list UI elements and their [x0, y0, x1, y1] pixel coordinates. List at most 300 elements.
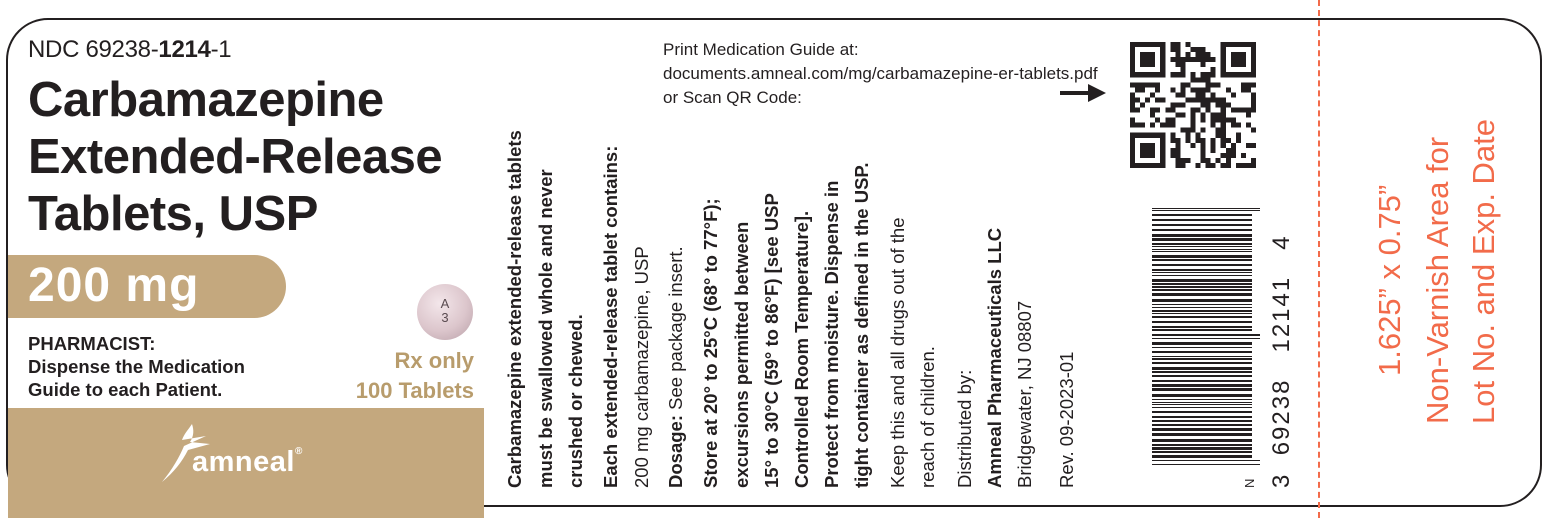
- amneal-logo: [192, 446, 303, 479]
- qr-module: [1221, 143, 1226, 148]
- barcode-bar: [1152, 283, 1252, 285]
- qr-module: [1185, 133, 1190, 138]
- barcode-bar: [1152, 243, 1252, 245]
- qr-module: [1160, 97, 1165, 102]
- qr-module: [1216, 113, 1221, 118]
- qr-module: [1175, 42, 1180, 47]
- barcode-bar: [1152, 399, 1252, 400]
- qr-module: [1190, 108, 1195, 113]
- qr-module: [1216, 97, 1221, 102]
- qr-module: [1201, 118, 1206, 123]
- qr-module: [1251, 57, 1256, 62]
- qr-module: [1196, 77, 1201, 82]
- qr-module: [1221, 67, 1226, 72]
- qr-module: [1251, 72, 1256, 77]
- qr-module: [1246, 143, 1251, 148]
- qr-module: [1251, 52, 1256, 57]
- qr-module: [1206, 108, 1211, 113]
- qr-module: [1135, 87, 1140, 92]
- barcode-check-digit: 4: [1268, 234, 1295, 250]
- qr-module: [1140, 163, 1145, 168]
- qr-module: [1236, 123, 1241, 128]
- qr-module: [1221, 138, 1226, 143]
- qr-module: [1201, 102, 1206, 107]
- barcode-bar: [1152, 416, 1252, 418]
- qr-module: [1190, 123, 1195, 128]
- qr-module: [1130, 67, 1135, 72]
- qr-module: [1150, 57, 1155, 62]
- qr-module: [1251, 102, 1256, 107]
- qr-module: [1175, 62, 1180, 67]
- qr-module: [1241, 87, 1246, 92]
- qr-module: [1211, 72, 1216, 77]
- barcode-bar: [1152, 238, 1252, 241]
- qr-module: [1135, 108, 1140, 113]
- barcode-bar: [1152, 307, 1252, 308]
- qr-module: [1160, 153, 1165, 158]
- qr-module: [1226, 148, 1231, 153]
- qr-module: [1201, 113, 1206, 118]
- barcode-bar: [1152, 411, 1252, 413]
- qr-module: [1201, 143, 1206, 148]
- qr-module: [1196, 47, 1201, 52]
- qr-module: [1170, 108, 1175, 113]
- qr-module: [1251, 92, 1256, 97]
- qr-module: [1160, 47, 1165, 52]
- qr-module: [1145, 42, 1150, 47]
- qr-module: [1140, 148, 1145, 153]
- qr-module: [1175, 153, 1180, 158]
- qr-module: [1236, 57, 1241, 62]
- qr-module: [1190, 87, 1195, 92]
- barcode-bar: [1152, 404, 1252, 405]
- qr-module: [1150, 42, 1155, 47]
- barcode-bar: [1152, 380, 1252, 382]
- qr-module: [1190, 143, 1195, 148]
- qr-module: [1170, 148, 1175, 153]
- qr-module: [1201, 138, 1206, 143]
- barcode-bar: [1152, 420, 1252, 422]
- qr-module: [1180, 82, 1185, 87]
- qr-module: [1130, 42, 1135, 47]
- qr-module: [1180, 113, 1185, 118]
- qr-module: [1160, 52, 1165, 57]
- barcode-bar: [1152, 358, 1252, 360]
- qr-module: [1201, 87, 1206, 92]
- qr-module: [1241, 52, 1246, 57]
- qr-module: [1196, 87, 1201, 92]
- barcode-bar: [1152, 286, 1252, 288]
- contains-heading: Each extended-release tablet contains:: [600, 145, 621, 488]
- qr-module: [1221, 113, 1226, 118]
- qr-module: [1175, 148, 1180, 153]
- qr-module: [1180, 128, 1185, 133]
- barcode-bar: [1152, 362, 1252, 364]
- pharmacist-line-3: Guide to each Patient.: [28, 379, 223, 400]
- qr-module: [1190, 72, 1195, 77]
- qr-module: [1221, 133, 1226, 138]
- arrow-right-icon: [1060, 84, 1106, 102]
- barcode-bar: [1152, 375, 1252, 377]
- qr-module: [1196, 52, 1201, 57]
- qr-module: [1175, 72, 1180, 77]
- qr-module: [1170, 42, 1175, 47]
- barcode-bar: [1152, 246, 1252, 247]
- print-guide-line-3: or Scan QR Code:: [663, 88, 802, 107]
- qr-module: [1241, 42, 1246, 47]
- qr-module: [1190, 47, 1195, 52]
- qr-module: [1196, 92, 1201, 97]
- qr-module: [1140, 87, 1145, 92]
- title-line-1: Carbamazepine: [28, 73, 384, 127]
- ndc-suffix: -1: [210, 36, 232, 63]
- qr-module: [1216, 118, 1221, 123]
- qr-module: [1221, 52, 1226, 57]
- qr-module: [1145, 57, 1150, 62]
- barcode-bar: [1152, 304, 1252, 305]
- qr-module: [1236, 133, 1241, 138]
- qr-module: [1170, 118, 1175, 123]
- qr-module: [1201, 72, 1206, 77]
- qr-module: [1145, 82, 1150, 87]
- qr-module: [1155, 97, 1160, 102]
- qr-module: [1150, 52, 1155, 57]
- qr-module: [1211, 118, 1216, 123]
- tablet-imprint-1: A: [440, 296, 450, 311]
- qr-module: [1201, 77, 1206, 82]
- qr-module: [1251, 163, 1256, 168]
- qr-module: [1135, 123, 1140, 128]
- qr-module: [1221, 118, 1226, 123]
- qr-module: [1196, 97, 1201, 102]
- qr-module: [1221, 42, 1226, 47]
- qr-module: [1241, 82, 1246, 87]
- barcode-bar: [1152, 219, 1252, 221]
- barcode-bar: [1152, 447, 1252, 450]
- qr-module: [1251, 158, 1256, 163]
- qr-module: [1185, 42, 1190, 47]
- qr-module: [1175, 113, 1180, 118]
- qr-module: [1251, 97, 1256, 102]
- barcode-middle-digits: 69238: [1268, 378, 1295, 456]
- barcode-bar: [1152, 279, 1252, 282]
- qr-module: [1211, 67, 1216, 72]
- qr-module: [1190, 128, 1195, 133]
- barcode-bar: [1152, 338, 1260, 339]
- qr-module: [1216, 82, 1221, 87]
- qr-module: [1211, 57, 1216, 62]
- qr-module: [1130, 123, 1135, 128]
- qr-module: [1226, 102, 1231, 107]
- qr-module: [1140, 57, 1145, 62]
- strength-label: 200 mg: [28, 259, 200, 312]
- qr-module: [1150, 148, 1155, 153]
- barcode-first-digit: 3: [1268, 472, 1295, 488]
- qr-module: [1150, 62, 1155, 67]
- barcode-bar: [1152, 229, 1252, 231]
- barcode: [1152, 208, 1260, 466]
- qr-module: [1251, 67, 1256, 72]
- qr-module: [1170, 123, 1175, 128]
- barcode-bar: [1152, 455, 1252, 458]
- barcode-bar: [1152, 264, 1252, 266]
- qr-module: [1211, 138, 1216, 143]
- barcode-bar: [1152, 249, 1252, 250]
- qr-module: [1130, 62, 1135, 67]
- qr-module: [1185, 82, 1190, 87]
- qr-module: [1221, 97, 1226, 102]
- qr-module: [1155, 108, 1160, 113]
- barcode-bar: [1152, 329, 1252, 331]
- qr-module: [1221, 108, 1226, 113]
- qr-module: [1226, 158, 1231, 163]
- qr-module: [1140, 133, 1145, 138]
- qr-module: [1221, 128, 1226, 133]
- qr-module: [1246, 72, 1251, 77]
- qr-module: [1236, 52, 1241, 57]
- barcode-bar: [1152, 351, 1252, 353]
- storage-line-6: tight container as defined in the USP.: [851, 162, 872, 488]
- qr-module: [1221, 153, 1226, 158]
- qr-module: [1185, 57, 1190, 62]
- barcode-bar: [1152, 310, 1252, 312]
- qr-module: [1180, 163, 1185, 168]
- qr-module: [1175, 138, 1180, 143]
- qr-module: [1231, 72, 1236, 77]
- qr-module: [1236, 62, 1241, 67]
- barcode-right-digits: 12141: [1268, 275, 1295, 353]
- qr-module: [1201, 57, 1206, 62]
- qr-module: [1251, 108, 1256, 113]
- qr-module: [1140, 42, 1145, 47]
- qr-module: [1155, 118, 1160, 123]
- qr-module: [1226, 72, 1231, 77]
- qr-module: [1145, 143, 1150, 148]
- barcode-bar: [1152, 342, 1252, 345]
- qr-module: [1145, 97, 1150, 102]
- qr-module: [1241, 62, 1246, 67]
- qr-module: [1160, 133, 1165, 138]
- qr-module: [1201, 153, 1206, 158]
- qr-module: [1241, 57, 1246, 62]
- registered-mark: ®: [294, 446, 303, 457]
- qr-module: [1231, 62, 1236, 67]
- ndc-product-code: 1214: [158, 36, 211, 63]
- qr-module: [1130, 158, 1135, 163]
- barcode-bar: [1152, 272, 1252, 273]
- qr-module: [1180, 57, 1185, 62]
- qr-module: [1150, 72, 1155, 77]
- qr-module: [1231, 118, 1236, 123]
- qr-module: [1226, 87, 1231, 92]
- qr-module: [1130, 52, 1135, 57]
- qr-module: [1211, 163, 1216, 168]
- qr-module: [1160, 163, 1165, 168]
- storage-line-3: 15° to 30°C (59° to 86°F) [see USP: [761, 193, 782, 488]
- qr-module: [1206, 87, 1211, 92]
- dosage-label: Dosage:: [665, 415, 686, 488]
- qr-module: [1130, 133, 1135, 138]
- barcode-bar: [1152, 424, 1252, 426]
- barcode-bar: [1152, 259, 1252, 261]
- qr-module: [1236, 108, 1241, 113]
- distributor-name: Amneal Pharmaceuticals LLC: [984, 227, 1005, 488]
- title-line-2: Extended-Release: [28, 130, 443, 184]
- barcode-bar: [1152, 208, 1260, 209]
- qr-module: [1226, 42, 1231, 47]
- ndc-prefix: NDC 69238-: [28, 36, 159, 63]
- qr-module: [1231, 52, 1236, 57]
- barcode-bar: [1152, 321, 1252, 323]
- tablet-imprint-2: 3: [441, 310, 449, 325]
- qr-module: [1221, 102, 1226, 107]
- varnish-line-3: Lot No. and Exp. Date: [1466, 118, 1501, 424]
- barcode-bar: [1152, 224, 1252, 226]
- qr-module: [1231, 143, 1236, 148]
- qr-module: [1170, 153, 1175, 158]
- qr-module: [1216, 128, 1221, 133]
- qr-module: [1145, 163, 1150, 168]
- qr-module: [1231, 123, 1236, 128]
- qr-module: [1160, 138, 1165, 143]
- qr-module: [1190, 97, 1195, 102]
- qr-module: [1196, 57, 1201, 62]
- qr-module: [1241, 153, 1246, 158]
- qr-module: [1140, 52, 1145, 57]
- qr-module: [1145, 72, 1150, 77]
- qr-module: [1175, 143, 1180, 148]
- qr-module: [1185, 52, 1190, 57]
- qr-module: [1190, 113, 1195, 118]
- qr-module: [1180, 92, 1185, 97]
- rx-only-label: Rx only: [394, 348, 474, 373]
- qr-module: [1175, 158, 1180, 163]
- qr-module: [1226, 163, 1231, 168]
- qr-module: [1236, 72, 1241, 77]
- qr-module: [1130, 138, 1135, 143]
- qr-module: [1135, 133, 1140, 138]
- qr-module: [1165, 108, 1170, 113]
- qr-module: [1211, 143, 1216, 148]
- qr-module: [1221, 47, 1226, 52]
- warning-line-2: must be swallowed whole and never: [535, 169, 556, 488]
- qr-module: [1251, 47, 1256, 52]
- qr-module: [1190, 57, 1195, 62]
- qr-module: [1175, 92, 1180, 97]
- qr-module: [1196, 163, 1201, 168]
- qr-module: [1150, 153, 1155, 158]
- qr-module: [1170, 138, 1175, 143]
- qr-module: [1251, 62, 1256, 67]
- barcode-n-label: N: [1242, 478, 1257, 488]
- qr-module: [1150, 113, 1155, 118]
- varnish-size: 1.625” x 0.75”: [1372, 184, 1407, 376]
- qr-module: [1206, 97, 1211, 102]
- qr-module: [1160, 62, 1165, 67]
- barcode-bar: [1152, 388, 1252, 391]
- barcode-bar: [1152, 275, 1252, 276]
- pharmacist-line-2: Dispense the Medication: [28, 356, 245, 377]
- qr-module: [1140, 123, 1145, 128]
- qr-module: [1251, 42, 1256, 47]
- qr-module: [1150, 108, 1155, 113]
- qr-module: [1206, 163, 1211, 168]
- qr-module: [1130, 108, 1135, 113]
- children-line-1: Keep this and all drugs out of the: [887, 217, 908, 488]
- dosage-line: [665, 246, 687, 488]
- qr-module: [1221, 123, 1226, 128]
- barcode-bar: [1152, 439, 1252, 442]
- barcode-bar: [1152, 367, 1252, 370]
- qr-module: [1241, 163, 1246, 168]
- qr-module: [1190, 77, 1195, 82]
- qr-module: [1226, 153, 1231, 158]
- print-guide-line-1: Print Medication Guide at:: [663, 40, 859, 59]
- barcode-bar: [1152, 451, 1252, 453]
- qr-module: [1170, 57, 1175, 62]
- qr-code: [1130, 42, 1256, 168]
- warning-line-3: crushed or chewed.: [565, 314, 586, 488]
- barcode-bar: [1152, 293, 1252, 296]
- qr-module: [1130, 82, 1135, 87]
- qr-module: [1165, 118, 1170, 123]
- barcode-bar: [1152, 326, 1252, 328]
- qr-module: [1185, 158, 1190, 163]
- qr-module: [1135, 97, 1140, 102]
- barcode-bar: [1152, 316, 1252, 318]
- qr-module: [1251, 143, 1256, 148]
- qr-module: [1140, 153, 1145, 158]
- qr-module: [1196, 108, 1201, 113]
- qr-module: [1130, 153, 1135, 158]
- qr-module: [1145, 52, 1150, 57]
- qr-module: [1196, 138, 1201, 143]
- barcode-bar: [1152, 384, 1252, 387]
- qr-module: [1140, 143, 1145, 148]
- qr-module: [1145, 153, 1150, 158]
- qr-module: [1180, 158, 1185, 163]
- barcode-bar: [1152, 210, 1260, 211]
- qr-module: [1231, 57, 1236, 62]
- barcode-bar: [1152, 214, 1252, 216]
- barcode-bar: [1152, 428, 1252, 431]
- qr-module: [1221, 57, 1226, 62]
- qr-module: [1236, 42, 1241, 47]
- qr-module: [1231, 148, 1236, 153]
- qr-module: [1211, 123, 1216, 128]
- tablet-count: 100 Tablets: [355, 378, 474, 403]
- barcode-bar: [1152, 334, 1260, 336]
- qr-module: [1206, 102, 1211, 107]
- qr-module: [1221, 163, 1226, 168]
- qr-module: [1201, 97, 1206, 102]
- qr-module: [1211, 113, 1216, 118]
- storage-line-2: excursions permitted between: [731, 221, 752, 488]
- qr-module: [1221, 72, 1226, 77]
- qr-module: [1140, 62, 1145, 67]
- qr-module: [1150, 143, 1155, 148]
- qr-module: [1236, 163, 1241, 168]
- barcode-bar: [1152, 299, 1252, 302]
- barcode-bar: [1152, 464, 1260, 465]
- qr-module: [1175, 102, 1180, 107]
- qr-module: [1241, 72, 1246, 77]
- qr-module: [1135, 163, 1140, 168]
- qr-module: [1211, 97, 1216, 102]
- barcode-bar: [1152, 371, 1252, 373]
- qr-module: [1160, 57, 1165, 62]
- barcode-bar: [1152, 444, 1252, 446]
